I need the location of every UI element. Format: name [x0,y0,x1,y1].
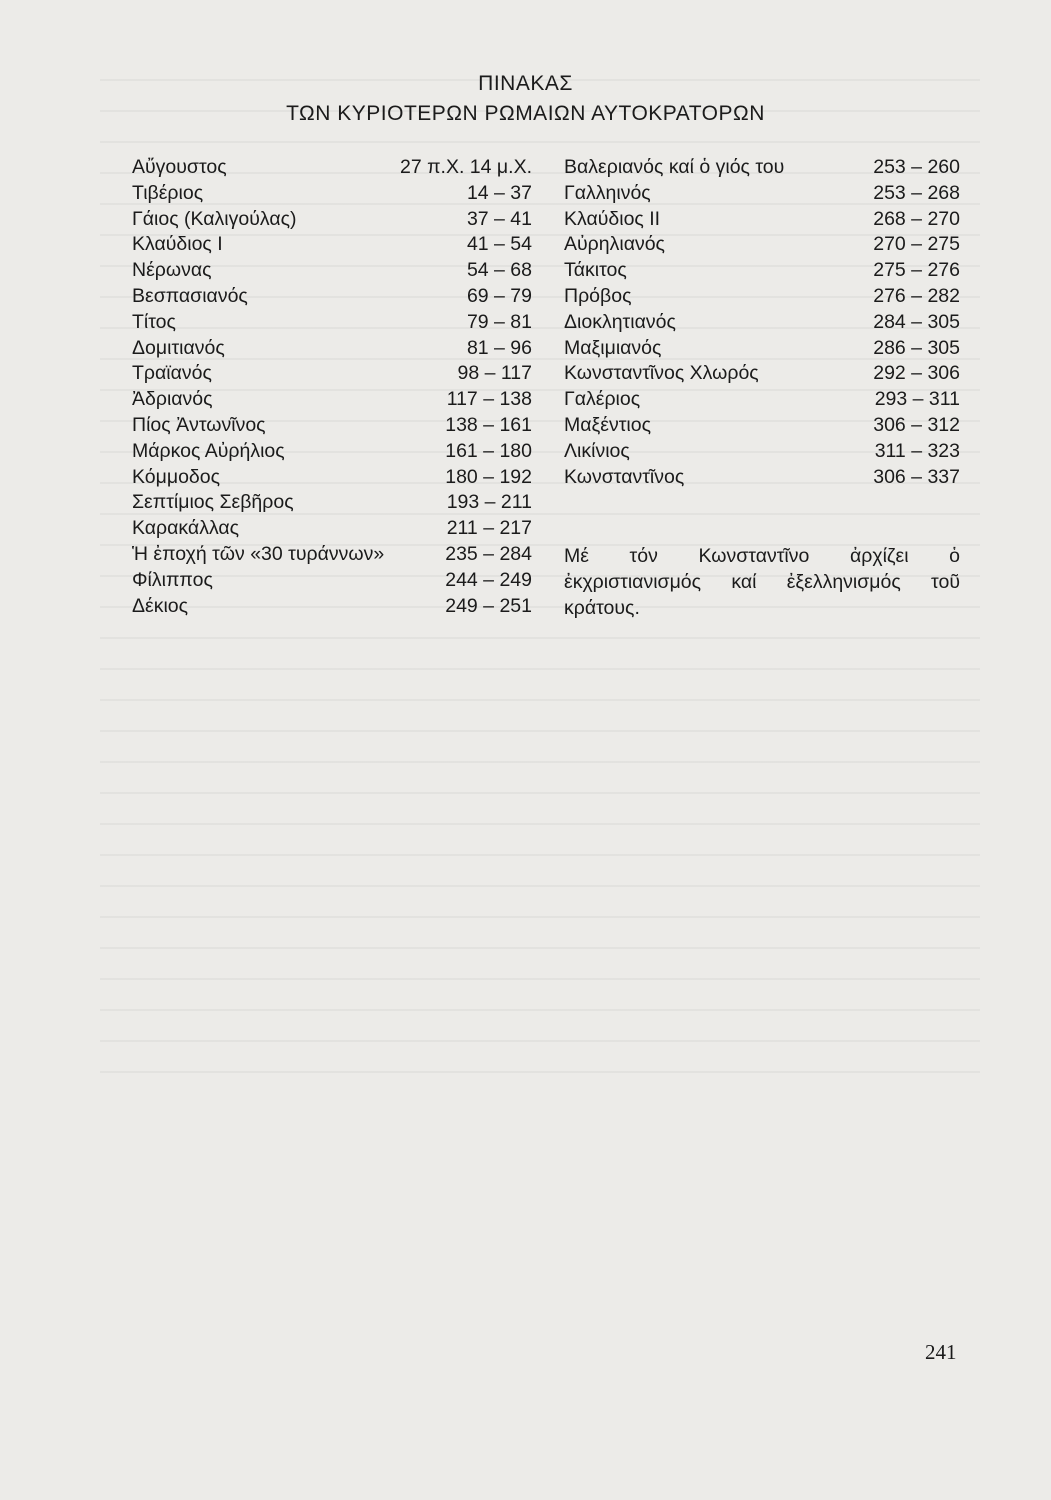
emperor-name: Δομιτιανός [132,336,225,359]
emperor-name: Πρόβος [564,284,632,307]
emperor-row [132,465,532,491]
reign-years: 249 – 251 [445,594,532,617]
emperor-row [132,387,532,413]
emperor-name: Κωνσταντῖνος [564,465,685,488]
reign-years: 253 – 268 [873,181,960,204]
reign-years: 275 – 276 [873,259,960,282]
emperor-row [564,155,960,181]
reign-years: 117 – 138 [446,388,532,411]
emperor-name: Μάρκος Αὐρήλιος [132,439,285,462]
emperor-row [132,568,532,594]
emperor-name: Μαξιμιανός [564,336,662,359]
reign-years: 270 – 275 [873,233,960,256]
emperor-name: Βαλεριανός καί ὁ γιός του [564,156,785,178]
emperor-name: Τιβέριος [132,181,204,204]
reign-years: 54 – 68 [466,259,532,282]
emperor-row [132,207,532,233]
reign-years: 211 – 217 [446,517,532,540]
reign-years: 253 – 260 [873,156,960,178]
emperor-name: Τραϊανός [132,362,212,385]
emperor-name: Κλαύδιος Ι [132,233,223,256]
reign-years: 37 – 41 [466,207,532,230]
emperor-name: Πίος Ἀντωνῖνος [132,413,266,436]
emperor-name: Φίλιππος [132,568,213,591]
reign-years: 14 – 37 [466,181,532,204]
emperor-name: Γαλληινός [564,181,651,204]
emperor-row [132,439,532,465]
reign-years: 81 – 96 [466,336,532,359]
reign-years: 69 – 79 [466,284,532,307]
emperor-row [132,490,532,516]
emperor-row [132,258,532,284]
reign-years: 311 – 323 [874,439,960,462]
emperor-row [132,232,532,258]
emperor-name: Διοκλητιανός [564,310,676,333]
emperor-name: Αὐρηλιανός [564,233,665,256]
page-number: 241 [925,1340,957,1364]
emperor-name: Τάκιτος [564,259,627,282]
emperor-row [132,181,532,207]
reign-years: 268 – 270 [873,207,960,230]
emperor-row [564,413,960,439]
emperor-row [132,542,532,568]
christianization-note: Μέ τόν Κωνσταντῖνο ἀρχίζει ὁ ἐκχριστιανισμός καί ἐξελληνισμός τοῦ κράτους. [564,545,960,619]
emperor-row [564,310,960,336]
table-subtitle: ΤΩΝ ΚΥΡΙΟΤΕΡΩΝ ΡΩΜΑΙΩΝ ΑΥΤΟΚΡΑΤΟΡΩΝ [286,102,765,125]
emperor-name: Γαλέριος [564,388,641,411]
emperor-row [132,155,532,181]
emperor-row [564,387,960,413]
reign-years: 193 – 211 [446,491,532,514]
emperor-row [564,207,960,233]
emperor-name: Ἀδριανός [132,388,213,411]
reign-years: 79 – 81 [466,310,532,333]
emperor-row [564,439,960,465]
emperor-row [564,232,960,258]
emperor-row [564,258,960,284]
reign-years: 41 – 54 [466,233,532,256]
reign-years: 244 – 249 [445,568,532,591]
reign-years: 292 – 306 [873,362,960,385]
emperor-name: Αὔγουστος [132,156,227,178]
left-emperor-list [132,155,532,619]
reign-years: 306 – 337 [873,465,960,488]
emperor-row [132,594,532,620]
emperor-row [132,516,532,542]
emperor-row [132,413,532,439]
reign-years: 235 – 284 [445,542,532,565]
reign-years: 284 – 305 [873,310,960,333]
emperor-row [564,284,960,310]
emperor-name: Σεπτίμιος Σεβῆρος [132,491,294,514]
emperor-name: Κωνσταντῖνος Χλωρός [564,362,759,385]
reign-years: 27 π.Χ. 14 μ.Χ. [399,156,532,178]
reign-years: 306 – 312 [873,413,960,436]
emperor-row [564,465,960,491]
reign-years: 98 – 117 [457,362,532,385]
emperor-name: Γάιος (Καλιγούλας) [132,207,297,230]
emperor-name: Κλαύδιος ΙΙ [564,207,661,230]
emperor-name: Κόμμοδος [132,465,221,488]
emperor-row [564,361,960,387]
emperor-name: Δέκιος [132,594,189,617]
right-emperor-list [564,155,960,490]
reign-years: 161 – 180 [445,439,532,462]
reign-years: 180 – 192 [445,465,532,488]
reign-years: 286 – 305 [873,336,960,359]
emperor-row [132,284,532,310]
emperor-name: Βεσπασιανός [132,284,248,307]
table-title: ΠΙΝΑΚΑΣ [478,72,573,95]
emperor-name: Νέρωνας [132,259,212,282]
reign-years: 293 – 311 [874,388,960,411]
emperor-name: Καρακάλλας [132,517,240,540]
reign-years: 138 – 161 [445,413,532,436]
emperor-row [564,181,960,207]
emperor-row [132,310,532,336]
emperor-row [132,336,532,362]
emperor-name: Ἡ ἐποχή τῶν «30 τυράννων» [132,542,385,565]
emperor-name: Λικίνιος [564,439,630,462]
reign-years: 276 – 282 [873,284,960,307]
emperor-name: Τίτος [132,310,176,333]
emperor-row [564,336,960,362]
emperor-row [132,361,532,387]
emperor-name: Μαξέντιος [564,413,651,436]
